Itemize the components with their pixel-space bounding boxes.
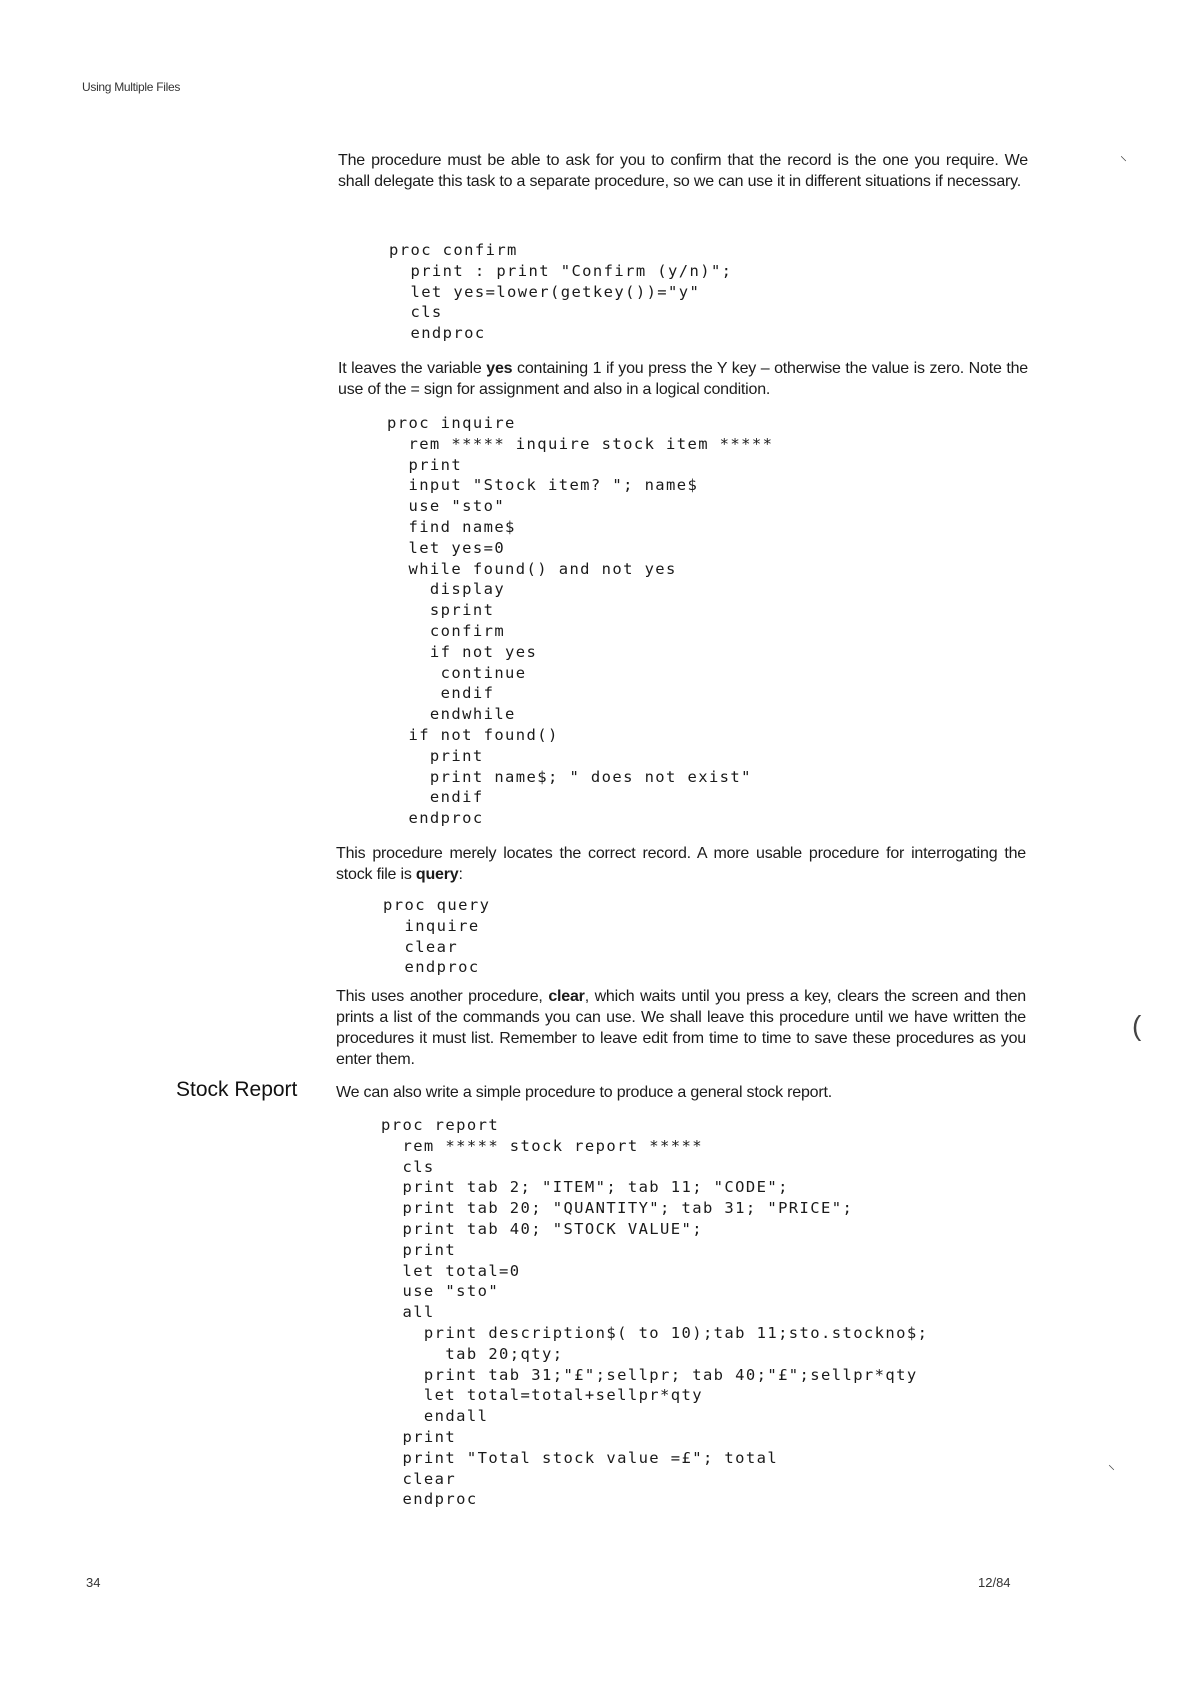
paragraph-stock-report: We can also write a simple procedure to produce a general stock report. [336,1084,832,1101]
p4-keyword-clear: clear [548,988,585,1005]
paragraph-intro: The procedure must be able to ask for you to confirm that the record is the one you require. We shall delegate this task to a separate procedure, so we can use it in different situations if necessary. [338,152,1028,190]
p2-keyword-yes: yes [486,360,513,377]
page-date: 12/84 [978,1575,1011,1590]
running-head: Using Multiple Files [82,80,181,94]
paragraph-clear [336,986,1026,1070]
scan-mark-top: ⸌ [1120,153,1127,169]
p4-text-a: This uses another procedure, [336,988,549,1005]
scan-mark-bottom: ⸜ [1108,1456,1115,1472]
scan-mark-bracket: ( [1132,1010,1142,1041]
page-number: 34 [86,1575,101,1590]
code-confirm: proc confirm print : print "Confirm (y/n)"; let yes=lower(getkey())="y" cls endproc [389,241,733,343]
p3-text-c: : [458,866,463,883]
p2-text-c: containing 1 if you press the Y key – otherwise the value is zero. Note the use of the = sign for assignment and also in a logical condition. [338,360,1028,398]
paragraph-yes-variable [338,358,1028,400]
code-report: proc report rem ***** stock report ***** cls print tab 2; "ITEM"; tab 11; "CODE"; print tab 20; "QUANTITY"; tab 31; "PRICE"; print tab 40; "STOCK VALUE"; print let total=0 use "sto" all print description$( to 10);tab 11;sto.stockno$; tab 20;qty; print tab 31;"£";sellpr; tab 40;"£";sellpr*qty let total=total+sellpr*qty endall print print "Total stock value =£"; total clear endproc [381,1116,929,1509]
code-query: proc query inquire clear endproc [383,896,491,977]
p3-keyword-query: query [415,866,459,883]
p3-text-a: This procedure merely locates the correct record. A more usable procedure for interrogating the stock file is [336,845,1026,883]
paragraph-query-intro [336,843,1026,885]
section-heading-stock-report: Stock Report [176,1078,298,1101]
p2-text-a: It leaves the variable [338,360,487,377]
code-inquire: proc inquire rem ***** inquire stock item ***** print input "Stock item? "; name$ use "sto" find name$ let yes=0 while found() and not yes display sprint confirm if not yes continue endif endwhile if not found() print print name$; " does not exist" endif endproc [387,414,774,828]
p4-text-c: , which waits until you press a key, clears the screen and then prints a list of the commands you can use. We shall leave this procedure until we have written the procedures it must list. Remember to leave edit from time to time to save these procedures as you enter them. [336,988,1026,1068]
